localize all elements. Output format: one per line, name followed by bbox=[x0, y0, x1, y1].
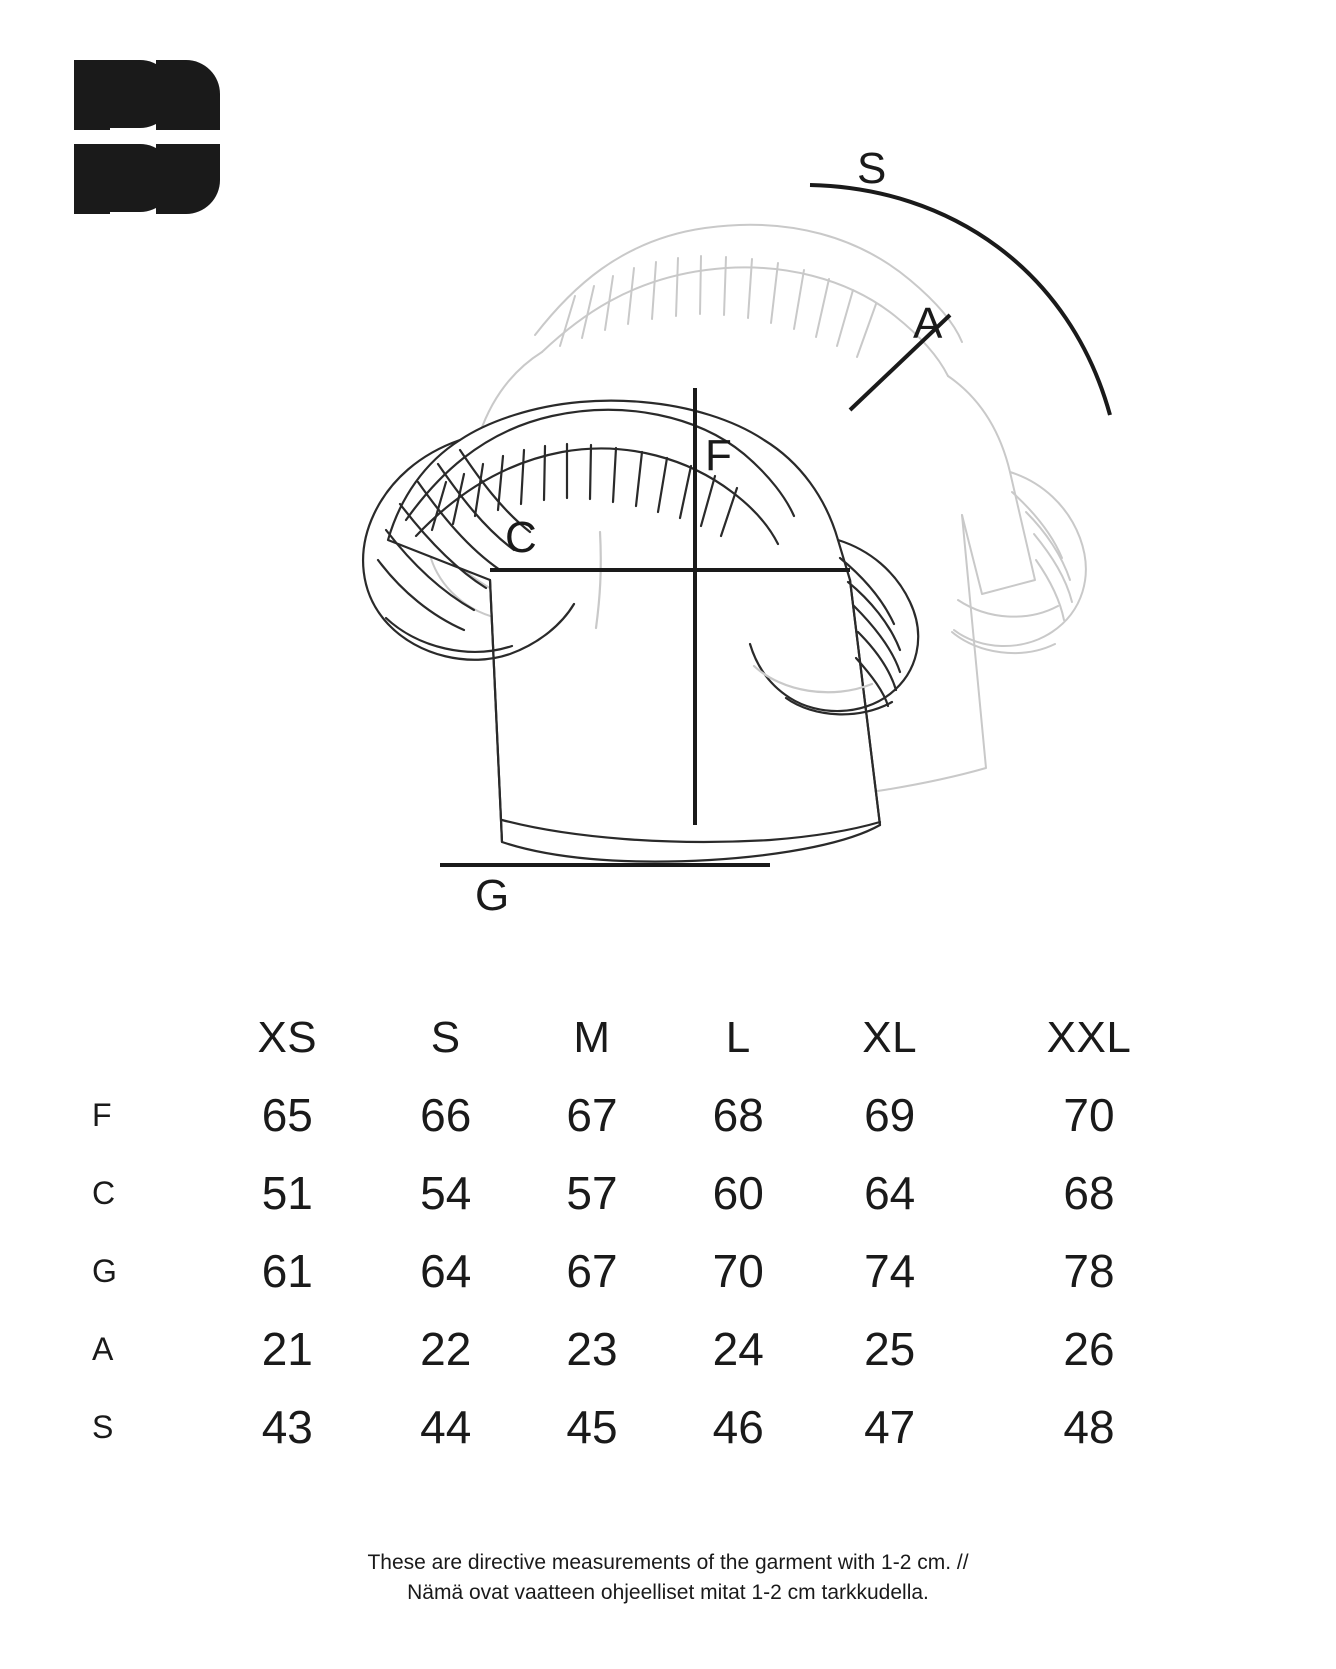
cell-a-s: 22 bbox=[420, 1323, 472, 1375]
size-table bbox=[70, 1000, 1210, 1466]
cell-g-m: 67 bbox=[566, 1245, 618, 1297]
label-s-arc: S bbox=[857, 144, 887, 193]
table-row bbox=[70, 1154, 1210, 1232]
cell-c-xs: 51 bbox=[261, 1167, 313, 1219]
cell-c-s: 54 bbox=[420, 1167, 472, 1219]
table-header-row bbox=[70, 1000, 1210, 1076]
size-chart bbox=[60, 1000, 1276, 1466]
size-header-xs: XS bbox=[257, 1013, 318, 1062]
cell-g-l: 70 bbox=[712, 1245, 764, 1297]
size-header-xl: XL bbox=[862, 1013, 918, 1062]
cell-c-l: 60 bbox=[712, 1167, 764, 1219]
cell-s-l: 46 bbox=[712, 1401, 764, 1453]
table-row bbox=[70, 1076, 1210, 1154]
cell-f-xl: 69 bbox=[864, 1089, 916, 1141]
measurement-disclaimer bbox=[0, 1548, 1336, 1609]
cell-a-xl: 25 bbox=[864, 1323, 916, 1375]
table-row bbox=[70, 1388, 1210, 1466]
cell-a-xxl: 26 bbox=[1063, 1323, 1115, 1375]
cell-s-m: 45 bbox=[566, 1401, 618, 1453]
cell-f-s: 66 bbox=[420, 1089, 472, 1141]
cell-f-m: 67 bbox=[566, 1089, 618, 1141]
cell-f-xxl: 70 bbox=[1063, 1089, 1115, 1141]
cell-s-s: 44 bbox=[420, 1401, 472, 1453]
row-label-g: G bbox=[92, 1253, 117, 1289]
size-header-m: M bbox=[573, 1013, 611, 1062]
cell-g-xs: 61 bbox=[261, 1245, 313, 1297]
cell-f-l: 68 bbox=[712, 1089, 764, 1141]
cell-g-xl: 74 bbox=[864, 1245, 916, 1297]
table-row bbox=[70, 1310, 1210, 1388]
label-c: C bbox=[505, 513, 537, 562]
cell-g-s: 64 bbox=[420, 1245, 472, 1297]
cell-a-m: 23 bbox=[566, 1323, 618, 1375]
cell-s-xl: 47 bbox=[864, 1401, 916, 1453]
cell-c-m: 57 bbox=[566, 1167, 618, 1219]
row-label-s: S bbox=[92, 1409, 114, 1445]
garment-technical-drawing bbox=[150, 120, 1200, 950]
row-label-a: A bbox=[92, 1331, 114, 1367]
cell-c-xl: 64 bbox=[864, 1167, 916, 1219]
cell-s-xs: 43 bbox=[261, 1401, 313, 1453]
row-label-c: C bbox=[92, 1175, 116, 1211]
size-header-s: S bbox=[430, 1013, 461, 1062]
table-corner-cell bbox=[70, 1000, 202, 1076]
cell-c-xxl: 68 bbox=[1063, 1167, 1115, 1219]
table-row bbox=[70, 1232, 1210, 1310]
cell-g-xxl: 78 bbox=[1063, 1245, 1115, 1297]
disclaimer-line-en: These are directive measurements of the garment with 1-2 cm. // bbox=[367, 1551, 969, 1574]
label-a: A bbox=[913, 299, 943, 348]
size-header-l: L bbox=[725, 1013, 751, 1062]
cell-f-xs: 65 bbox=[261, 1089, 313, 1141]
label-g: G bbox=[475, 871, 510, 920]
label-f: F bbox=[705, 431, 732, 480]
cell-s-xxl: 48 bbox=[1063, 1401, 1115, 1453]
disclaimer-line-fi: Nämä ovat vaatteen ohjeelliset mitat 1-2 cm tarkkudella. bbox=[407, 1581, 929, 1605]
cell-a-l: 24 bbox=[712, 1323, 764, 1375]
cell-a-xs: 21 bbox=[261, 1323, 313, 1375]
size-header-xxl: XXL bbox=[1046, 1013, 1132, 1062]
row-label-f: F bbox=[92, 1097, 112, 1133]
